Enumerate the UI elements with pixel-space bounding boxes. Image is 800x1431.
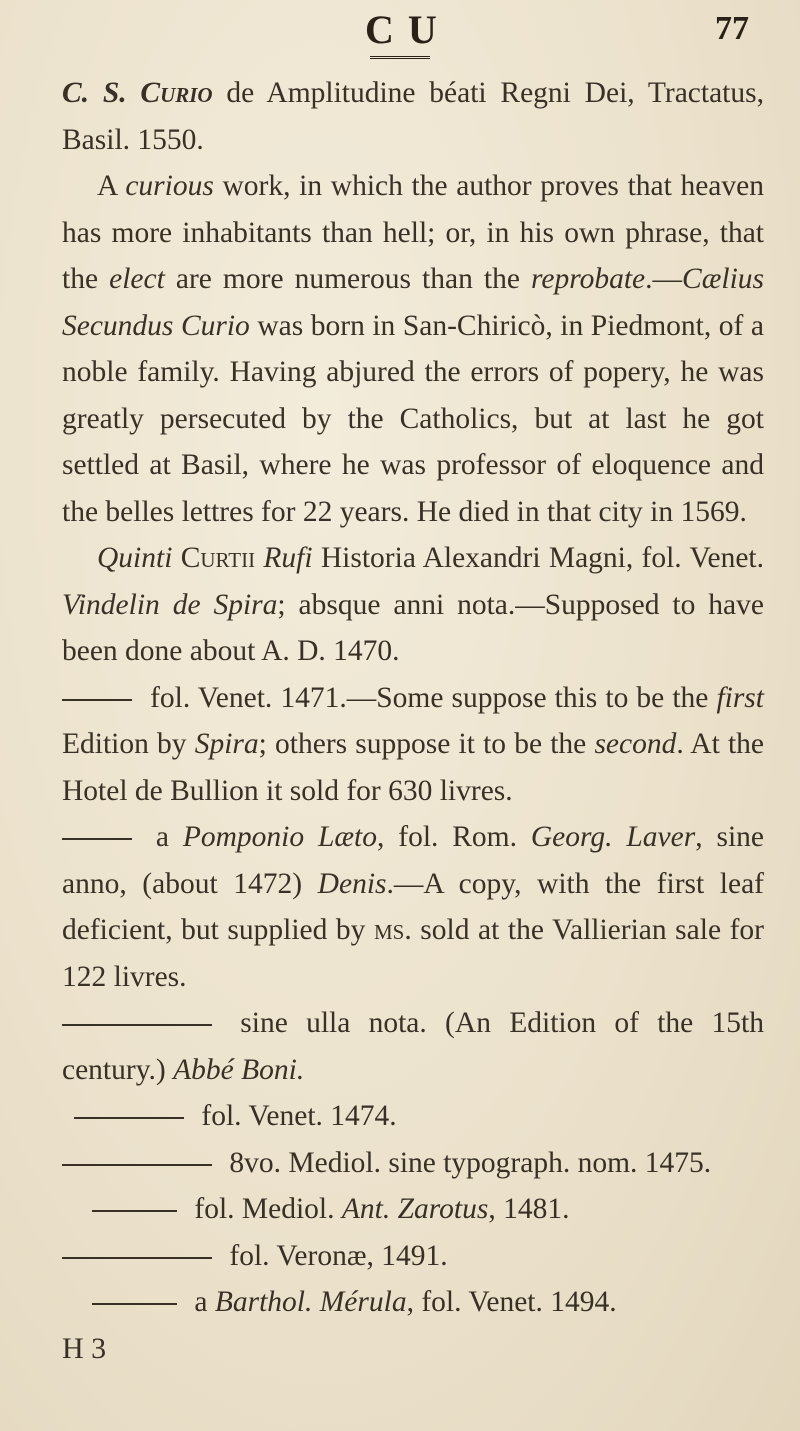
edition-1475: 8vo. Mediol. sine typograph. nom. 1475. bbox=[62, 1140, 764, 1187]
edition-1471: fol. Venet. 1471.—Some suppose this to be the first Edition by Spira; others suppose it to be the second. At the Hotel de Bullion it sold for 630 livres. bbox=[62, 681, 764, 807]
edition-pomponio: a Pomponio Læto, fol. Rom. Georg. Laver, sine anno, (about 1472) Denis.—A copy, with the first leaf deficient, but supplied by ms. sold at the Vallierian sale for 122 livres. bbox=[62, 821, 764, 993]
quintus-curtius-entry: Quinti Curtii Rufi Historia Alexandri Magni, fol. Venet. Vindelin de Spira; absque anni nota.—Supposed to have been done about A. D. 1470. bbox=[62, 542, 764, 667]
edition-1474: fol. Venet. 1474. bbox=[62, 1093, 764, 1140]
ditto-rule bbox=[62, 1164, 212, 1166]
ditto-rule bbox=[62, 1024, 212, 1026]
ditto-rule bbox=[92, 1210, 177, 1212]
ditto-rule bbox=[62, 699, 132, 701]
edition-1481: fol. Mediol. Ant. Zarotus, 1481. bbox=[62, 1186, 764, 1233]
edition-sine-nota: sine ulla nota. (An Edition of the 15th century.) Abbé Boni. bbox=[62, 1007, 764, 1086]
curio-name: C. S. Curio bbox=[62, 77, 213, 109]
curio-entry-heading: C. S. Curio de Amplitudine béati Regni Dei, Tractatus, Basil. 1550. bbox=[62, 77, 764, 156]
ditto-rule bbox=[92, 1303, 177, 1305]
page-number: 77 bbox=[715, 10, 749, 47]
ditto-rule bbox=[74, 1117, 184, 1119]
page-body bbox=[62, 70, 764, 1372]
curio-entry-description: A curious work, in which the author proves that heaven has more inhabitants than hell; or, in his own phrase, that the elect are more numerous than the reprobate.—Cælius Secundus Curio was born in San-Chiricò, in Piedmont, of a noble family. Having abjured the errors of popery, he was greatly persecuted by the Catholics, but at last he got settled at Basil, where he was professor of eloquence and the belles lettres for 22 years. He died in that city in 1569. bbox=[62, 170, 764, 528]
edition-1491: fol. Veronæ, 1491. bbox=[62, 1233, 764, 1280]
ditto-rule bbox=[62, 838, 132, 840]
page-header bbox=[0, 6, 800, 76]
ditto-rule bbox=[62, 1257, 212, 1259]
header-rule bbox=[370, 56, 430, 59]
edition-1494: a Barthol. Mérula, fol. Venet. 1494. bbox=[62, 1279, 764, 1326]
signature-mark: H 3 bbox=[62, 1331, 107, 1365]
catchword: C U bbox=[365, 7, 439, 52]
